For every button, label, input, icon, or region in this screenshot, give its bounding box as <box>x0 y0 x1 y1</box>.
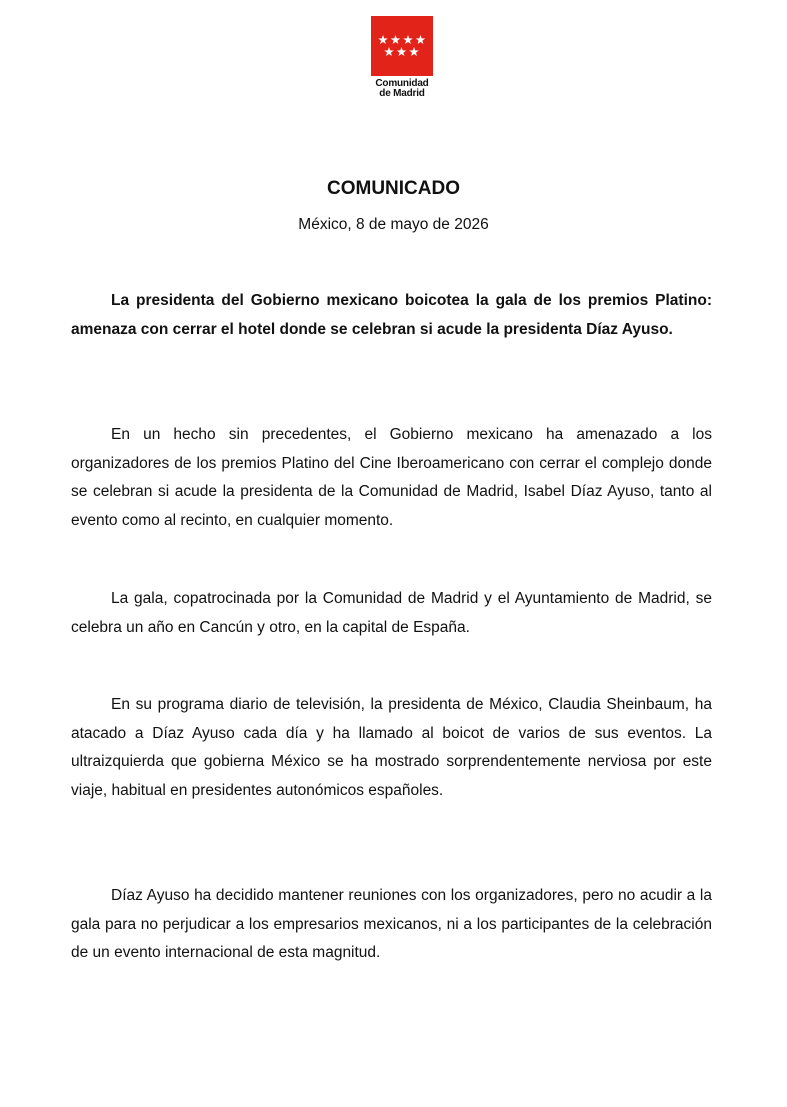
body-paragraph: En un hecho sin precedentes, el Gobierno mexicano ha amenazado a los organizadores de los premios Platino del Cine Iberoamericano con cerrar el complejo donde se celebran si acude la presidenta de la Comunidad de Madrid, Isabel Díaz Ayuso, tanto al evento como al recinto, en cualquier momento. <box>71 426 712 529</box>
headline-paragraph: La presidenta del Gobierno mexicano boicotea la gala de los premios Platino: amenaza con cerrar el hotel donde se celebran si acude la presidenta Díaz Ayuso. <box>71 292 712 338</box>
body-paragraph: Díaz Ayuso ha decidido mantener reuniones con los organizadores, pero no acudir a la gala para no perjudicar a los empresarios mexicanos, ni a los participantes de la celebración de un evento internacional de esta magnitud. <box>71 887 712 961</box>
body-paragraph: En su programa diario de televisión, la presidenta de México, Claudia Sheinbaum, ha atacado a Díaz Ayuso cada día y ha llamado al boicot de varios de sus eventos. La ultraizquierda que gobierna México se ha mostrado sorprendentemente nerviosa por este viaje, habitual en presidentes autonómicos españoles. <box>71 696 712 799</box>
comunidad-de-madrid-logo <box>371 16 433 99</box>
dateline: México, 8 de mayo de 2026 <box>298 216 489 233</box>
stars-graphic <box>377 34 427 58</box>
body-paragraph: La gala, copatrocinada por la Comunidad de Madrid y el Ayuntamiento de Madrid, se celebra un año en Cancún y otro, en la capital de España. <box>71 590 712 636</box>
document-title: COMUNICADO <box>327 178 460 199</box>
madrid-stars-flag-icon <box>371 16 433 76</box>
logo-wordmark: Comunidad de Madrid <box>375 78 429 99</box>
